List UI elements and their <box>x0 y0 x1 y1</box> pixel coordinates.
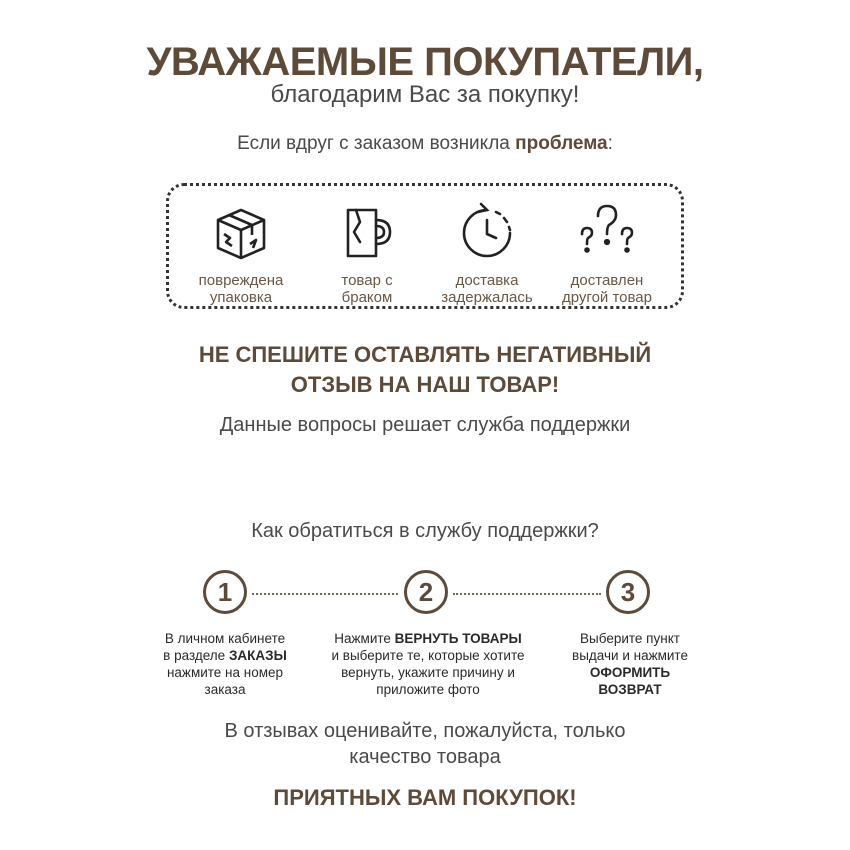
problem-item-defective <box>309 202 425 306</box>
step-connector-1-2 <box>252 593 398 595</box>
step-3-bold2: ВОЗВРАТ <box>598 682 662 697</box>
problem-item-wrong-item <box>549 202 665 306</box>
step-2-text <box>318 630 538 698</box>
problem-label-line1: доставка <box>455 272 519 289</box>
step-1-line2 <box>150 647 300 664</box>
step-2-line1-text: Нажмите <box>334 631 395 646</box>
step-1-circle: 1 <box>203 570 247 614</box>
problem-label-line1: товар с <box>341 272 393 289</box>
problem-intro-text: Если вдруг с заказом возникла <box>237 133 516 154</box>
page-title: УВАЖАЕМЫЕ ПОКУПАТЕЛИ, <box>146 40 704 84</box>
step-3-line3 <box>555 664 705 681</box>
step-1-line1: В личном кабинете <box>164 631 286 646</box>
rate-note <box>0 718 850 770</box>
step-3-circle: 3 <box>606 570 650 614</box>
step-2-line3: вернуть, укажите причину и <box>341 665 515 680</box>
step-1-line2-text: в разделе <box>163 648 229 663</box>
problem-label-line1: доставлен <box>570 272 644 289</box>
problem-intro <box>0 132 850 156</box>
rate-note-line2: качество товара <box>349 746 501 768</box>
step-1-line3: нажмите на номер <box>166 665 284 680</box>
question-marks-icon <box>576 202 638 264</box>
step-3-line2: выдачи и нажмите <box>572 648 688 663</box>
problem-label-line2: задержалась <box>441 289 533 306</box>
problem-item-delayed <box>429 202 545 306</box>
problem-label-line1: повреждена <box>198 272 284 289</box>
how-to-contact-question: Как обратиться в службу поддержки? <box>251 520 599 542</box>
step-1-bold: ЗАКАЗЫ <box>228 648 287 663</box>
warning-heading <box>0 340 850 400</box>
step-2-bold: ВЕРНУТЬ ТОВАРЫ <box>394 631 522 646</box>
rate-note-line1: В отзывах оценивайте, пожалуйста, только <box>224 720 626 742</box>
clock-icon <box>456 202 518 264</box>
step-3-line4 <box>555 681 705 698</box>
problem-box <box>166 183 684 309</box>
step-1-text <box>150 630 300 698</box>
problem-item-damaged-package <box>183 202 299 306</box>
step-2-line2: и выберите те, которые хотите <box>331 648 525 663</box>
step-3-text <box>555 630 705 698</box>
damaged-box-icon <box>210 202 272 264</box>
step-3-bold: ОФОРМИТЬ <box>589 665 671 680</box>
broken-mug-icon <box>336 202 398 264</box>
page-subtitle: благодарим Вас за покупку! <box>270 81 580 108</box>
warning-line1: НЕ СПЕШИТЕ ОСТАВЛЯТЬ НЕГАТИВНЫЙ <box>198 342 652 367</box>
step-1-line4: заказа <box>204 682 246 697</box>
step-2-line4: приложите фото <box>376 682 480 697</box>
step-2-line1 <box>318 630 538 647</box>
step-2-circle: 2 <box>404 570 448 614</box>
problem-intro-bold: проблема <box>515 133 608 154</box>
problem-intro-colon: : <box>607 133 613 154</box>
problem-label-line2: упаковка <box>209 289 273 306</box>
problem-label-line2: браком <box>341 289 393 306</box>
warning-line2: ОТЗЫВ НА НАШ ТОВАР! <box>290 372 560 397</box>
problem-label-line2: другой товар <box>562 289 652 306</box>
support-text: Данные вопросы решает служба поддержки <box>219 414 631 436</box>
step-3-line1: Выберите пункт <box>580 631 680 646</box>
closing-message: ПРИЯТНЫХ ВАМ ПОКУПОК! <box>273 785 577 810</box>
step-connector-2-3 <box>453 593 601 595</box>
